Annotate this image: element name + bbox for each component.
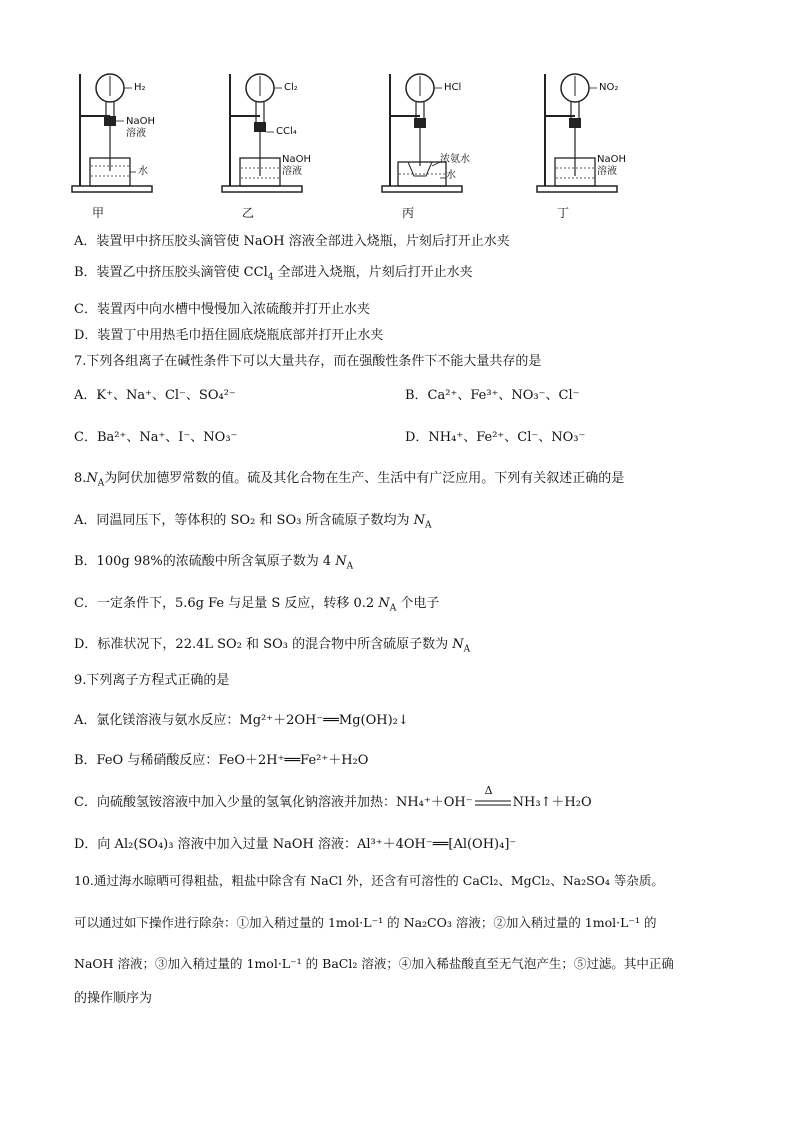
q7-stem: 7.下列各组离子在碱性条件下可以大量共存，而在强酸性条件下不能大量共存的是	[74, 354, 542, 369]
q6-option-b-text: B．装置乙中挤压胶头滴管使 CCl	[74, 265, 268, 280]
q8-option-b-text: B．100g 98%的浓硫酸中所含氧原子数为 4	[74, 554, 332, 569]
trough-label-2: 溶液	[597, 166, 617, 177]
q9-option-d-equation: Al³⁺＋4OH⁻══[Al(OH)₄]⁻	[356, 837, 517, 852]
trough-label: NaOH	[597, 154, 626, 165]
apparatus-yi	[218, 66, 338, 226]
na-sub: A	[389, 603, 397, 614]
q10-line-4: 的操作顺序为	[74, 991, 153, 1006]
heat-arrow	[473, 784, 513, 812]
caption-ding: 丁	[556, 206, 569, 220]
apparatus-jia	[68, 66, 188, 226]
q8-number: 8.	[74, 471, 87, 486]
na-symbol: N	[378, 596, 390, 611]
q9-option-c-equation-left: NH₄⁺＋OH⁻	[395, 795, 473, 810]
caption-jia: 甲	[91, 206, 104, 220]
q9-option-a-equation: Mg²⁺＋2OH⁻══Mg(OH)₂↓	[239, 713, 409, 728]
na-symbol: N	[413, 513, 425, 528]
apparatus-bing	[378, 66, 498, 226]
apparatus-ding-drawing	[533, 66, 653, 206]
q7-option-d: D．NH₄⁺、Fe²⁺、Cl⁻、NO₃⁻	[405, 430, 586, 445]
trough-label-2: 溶液	[282, 166, 302, 177]
apparatus-ding	[533, 66, 653, 226]
gas-label: H₂	[134, 82, 146, 93]
q9-option-b-equation: FeO＋2H⁺══Fe²⁺＋H₂O	[218, 753, 369, 768]
gas-label: NO₂	[599, 82, 619, 93]
caption-bing: 丙	[401, 206, 414, 220]
q10-line-3: NaOH 溶液；③加入稍过量的 1mol·L⁻¹ 的 BaCl₂ 溶液；④加入稀盐酸直至无气泡产生；⑤过滤。其中正确	[74, 956, 674, 971]
q9-stem: 9.下列离子方程式正确的是	[74, 673, 230, 688]
dropper-label-2: 溶液	[126, 128, 146, 139]
caption-yi: 乙	[241, 206, 254, 220]
apparatus-figure	[68, 66, 668, 226]
trough-label: NaOH	[282, 154, 311, 165]
na-sub: A	[346, 561, 354, 572]
q6-option-b	[74, 264, 473, 282]
q10-line-2: 可以通过如下操作进行除杂：①加入稍过量的 1mol·L⁻¹ 的 Na₂CO₃ 溶液；②加入稍过量的 1mol·L⁻¹ 的	[74, 915, 657, 930]
q8-option-c	[74, 595, 439, 613]
q7-option-a: A．K⁺、Na⁺、Cl⁻、SO₄²⁻	[74, 388, 236, 403]
apparatus-bing-drawing	[378, 66, 498, 206]
q9-option-c-text: C．向硫酸氢铵溶液中加入少量的氢氧化钠溶液并加热：	[74, 795, 396, 810]
q9-option-a-text: A．氯化镁溶液与氨水反应：	[74, 713, 240, 728]
q8-option-d-text: D．标准状况下，22.4L SO₂ 和 SO₃ 的混合物中所含硫原子数为	[74, 637, 449, 652]
q9-option-b-text: B．FeO 与稀硝酸反应：	[74, 753, 219, 768]
q9-option-a	[74, 712, 409, 730]
q8-option-c-text: C．一定条件下，5.6g Fe 与足量 S 反应，转移 0.2	[74, 596, 375, 611]
trough-label-2: 水	[446, 170, 456, 181]
trough-label: 浓氨水	[440, 154, 470, 165]
q6-option-b-sub: 4	[267, 272, 274, 283]
gas-label: HCl	[444, 82, 462, 93]
delta-symbol: Δ	[484, 784, 493, 797]
q9-option-c	[74, 784, 592, 812]
na-symbol: N	[452, 637, 464, 652]
q6-option-a: A．装置甲中挤压胶头滴管使 NaOH 溶液全部进入烧瓶，片刻后打开止水夹	[74, 234, 510, 249]
gas-label: Cl₂	[284, 82, 298, 93]
q9-option-d	[74, 836, 516, 854]
trough-label: 水	[138, 166, 148, 177]
q6-option-d: D．装置丁中用热毛巾捂住圆底烧瓶底部并打开止水夹	[74, 328, 384, 343]
q6-option-b-text-2: 全部进入烧瓶，片刻后打开止水夹	[273, 265, 473, 280]
na-symbol: N	[335, 554, 347, 569]
q8-option-b	[74, 553, 353, 571]
na-sub: A	[97, 478, 105, 489]
na-sub: A	[463, 644, 471, 655]
q7-option-c: C．Ba²⁺、Na⁺、I⁻、NO₃⁻	[74, 430, 238, 445]
q7-option-b: B．Ca²⁺、Fe³⁺、NO₃⁻、Cl⁻	[405, 388, 580, 403]
q8-option-a-text: A．同温同压下，等体积的 SO₂ 和 SO₃ 所含硫原子数均为	[74, 513, 410, 528]
dropper-label: NaOH	[126, 116, 155, 127]
q9-option-d-text: D．向 Al₂(SO₄)₃ 溶液中加入过量 NaOH 溶液：	[74, 837, 357, 852]
q8-option-c-text-2: 个电子	[400, 596, 440, 611]
q10-line-1: 10.通过海水晾晒可得粗盐，粗盐中除含有 NaCl 外，还含有可溶性的 CaCl₂、MgCl₂、Na₂SO₄ 等杂质。	[74, 873, 664, 888]
na-sub: A	[424, 520, 432, 531]
equals-arrow-icon	[473, 798, 513, 808]
q8-stem-text: 为阿伏加德罗常数的值。硫及其化合物在生产、生活中有广泛应用。下列有关叙述正确的是	[104, 471, 625, 486]
q6-option-c: C．装置丙中向水槽中慢慢加入浓硫酸并打开止水夹	[74, 302, 370, 317]
q8-option-a	[74, 512, 431, 530]
q8-stem	[74, 470, 624, 488]
q9-option-c-equation-right: NH₃↑＋H₂O	[512, 795, 592, 810]
q9-option-b	[74, 752, 368, 770]
dropper-label: CCl₄	[276, 126, 297, 137]
q8-option-d	[74, 636, 470, 654]
na-symbol: N	[86, 471, 98, 486]
